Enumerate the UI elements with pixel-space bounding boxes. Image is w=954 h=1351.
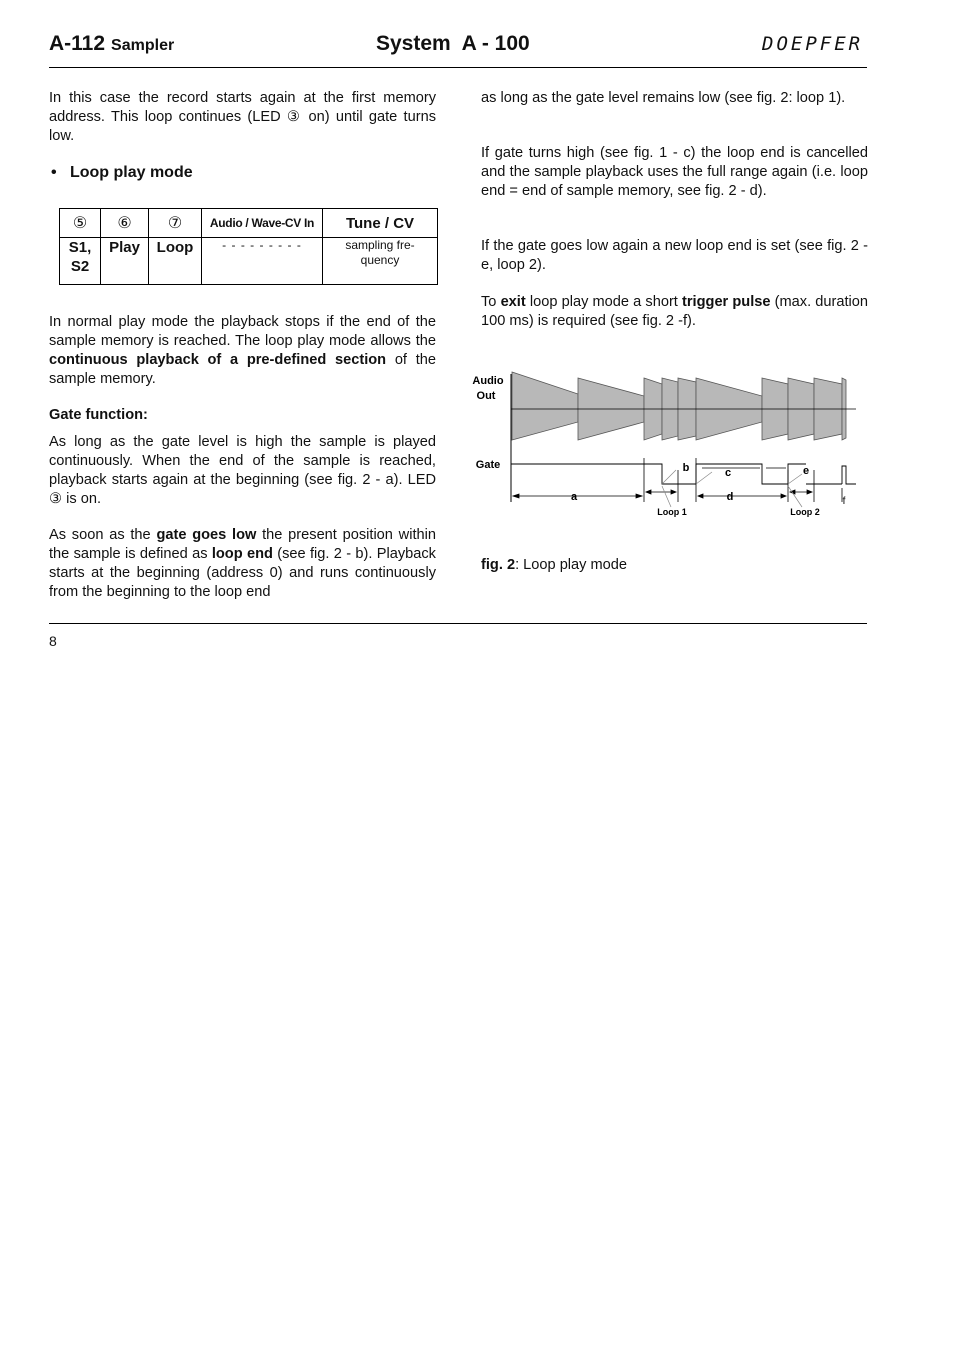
text-run-bold: trigger pulse: [682, 294, 771, 310]
caption-bold: fig. 2: [481, 557, 516, 573]
label-e: e: [802, 465, 810, 477]
left-paragraph-4: [49, 526, 436, 602]
text-run: of the sample memory.: [49, 352, 436, 387]
text-run: In normal play mode the playback stops if the end of the sample memory is reached. The loop play mode allows the: [49, 314, 436, 349]
settings-table: [59, 208, 438, 285]
text-run-bold: continuous playback of a pre-defined section: [49, 352, 387, 368]
label-d: d: [726, 491, 734, 503]
right-paragraph-3: If the gate goes low again a new loop end is set (see fig. 2 - e, loop 2).: [481, 238, 868, 273]
header-rule: [49, 67, 867, 68]
text-run: As soon as the: [49, 527, 157, 543]
label-b: b: [682, 462, 690, 474]
waveform-sample: [512, 372, 578, 440]
audio-label: Audio: [472, 375, 504, 387]
label-c: c: [724, 467, 732, 479]
table-cell: [323, 238, 438, 285]
bullet-dot: •: [51, 164, 70, 181]
table-header-cell: ⑦: [149, 209, 202, 238]
gate-label: Gate: [475, 459, 501, 471]
table-cell: [60, 238, 101, 285]
model-subtitle: Sampler: [111, 37, 175, 54]
cell-line: sampling fre-: [345, 238, 415, 252]
gate-heading: Gate function:: [49, 407, 148, 423]
page-number: 8: [49, 633, 57, 649]
right-paragraph-1: as long as the gate level remains low (see fig. 2: loop 1).: [481, 90, 846, 106]
tick-marks: [644, 458, 842, 502]
gate-signal: [511, 464, 806, 484]
header-system: System A - 100: [376, 32, 530, 55]
table-cell: Play: [101, 238, 149, 285]
bullet-heading: [51, 164, 193, 182]
table-header-cell: Tune / CV: [323, 209, 438, 238]
model-number: A-112: [49, 32, 106, 55]
text-run: To: [481, 294, 501, 310]
right-paragraph-2: If gate turns high (see fig. 1 - c) the loop end is cancelled and the sample playback uses the full range again (i.e. loop end = end of sample memory, see fig. 2 - d).: [481, 145, 868, 199]
text-run: (max. duration 100 ms) is required (see fig. 2 -f).: [481, 294, 869, 329]
table-header-cell: ⑥: [101, 209, 149, 238]
loop1-label: Loop 1: [657, 507, 687, 517]
left-paragraph-1: In this case the record starts again at the first memory address. This loop continues (LED ③ on) until gate turns low.: [49, 90, 436, 144]
text-run-bold: loop end: [211, 546, 273, 562]
footer-rule: [49, 623, 867, 624]
out-label: Out: [476, 390, 496, 402]
table-cell: - - - - - - - - -: [202, 238, 323, 285]
right-paragraph-4: [481, 293, 868, 331]
table-header-row: [60, 209, 438, 238]
text-run: loop play mode a short: [525, 294, 683, 310]
label-a: a: [570, 491, 578, 503]
left-paragraph-2: [49, 313, 436, 389]
bullet-heading-text: Loop play mode: [69, 164, 193, 181]
loop-play-diagram: [466, 370, 866, 522]
dimension-arrows: [513, 468, 812, 498]
table-header-cell: Audio / Wave-CV In: [202, 209, 323, 238]
trigger-pulse: [842, 466, 856, 484]
label-f: f: [842, 496, 846, 507]
caption-text: : Loop play mode: [515, 557, 628, 573]
cell-line: S1,: [68, 239, 92, 256]
table-row: [60, 238, 438, 285]
left-paragraph-3: As long as the gate level is high the sample is played continuously. When the end of the sample is reached, playback starts again at the beginning (see fig. 2 - a). LED ③ is on.: [49, 434, 436, 507]
brand-logo: DOEPFER: [762, 33, 864, 55]
table-cell: Loop: [149, 238, 202, 285]
text-run: the present position within the sample is defined as: [49, 527, 436, 562]
cell-line: quency: [360, 253, 400, 267]
text-run-bold: exit: [500, 294, 526, 310]
header-model: [49, 32, 174, 56]
loop2-label: Loop 2: [790, 507, 820, 517]
table-header-cell: ⑤: [60, 209, 101, 238]
text-run: (see fig. 2 - b). Playback starts at the beginning (address 0) and runs continuously from the beginning to the loop end: [49, 546, 436, 600]
waveform-group: [512, 372, 846, 440]
text-run-bold: gate goes low: [156, 527, 257, 543]
cell-line: S2: [70, 258, 90, 275]
figure-caption: [481, 557, 627, 573]
